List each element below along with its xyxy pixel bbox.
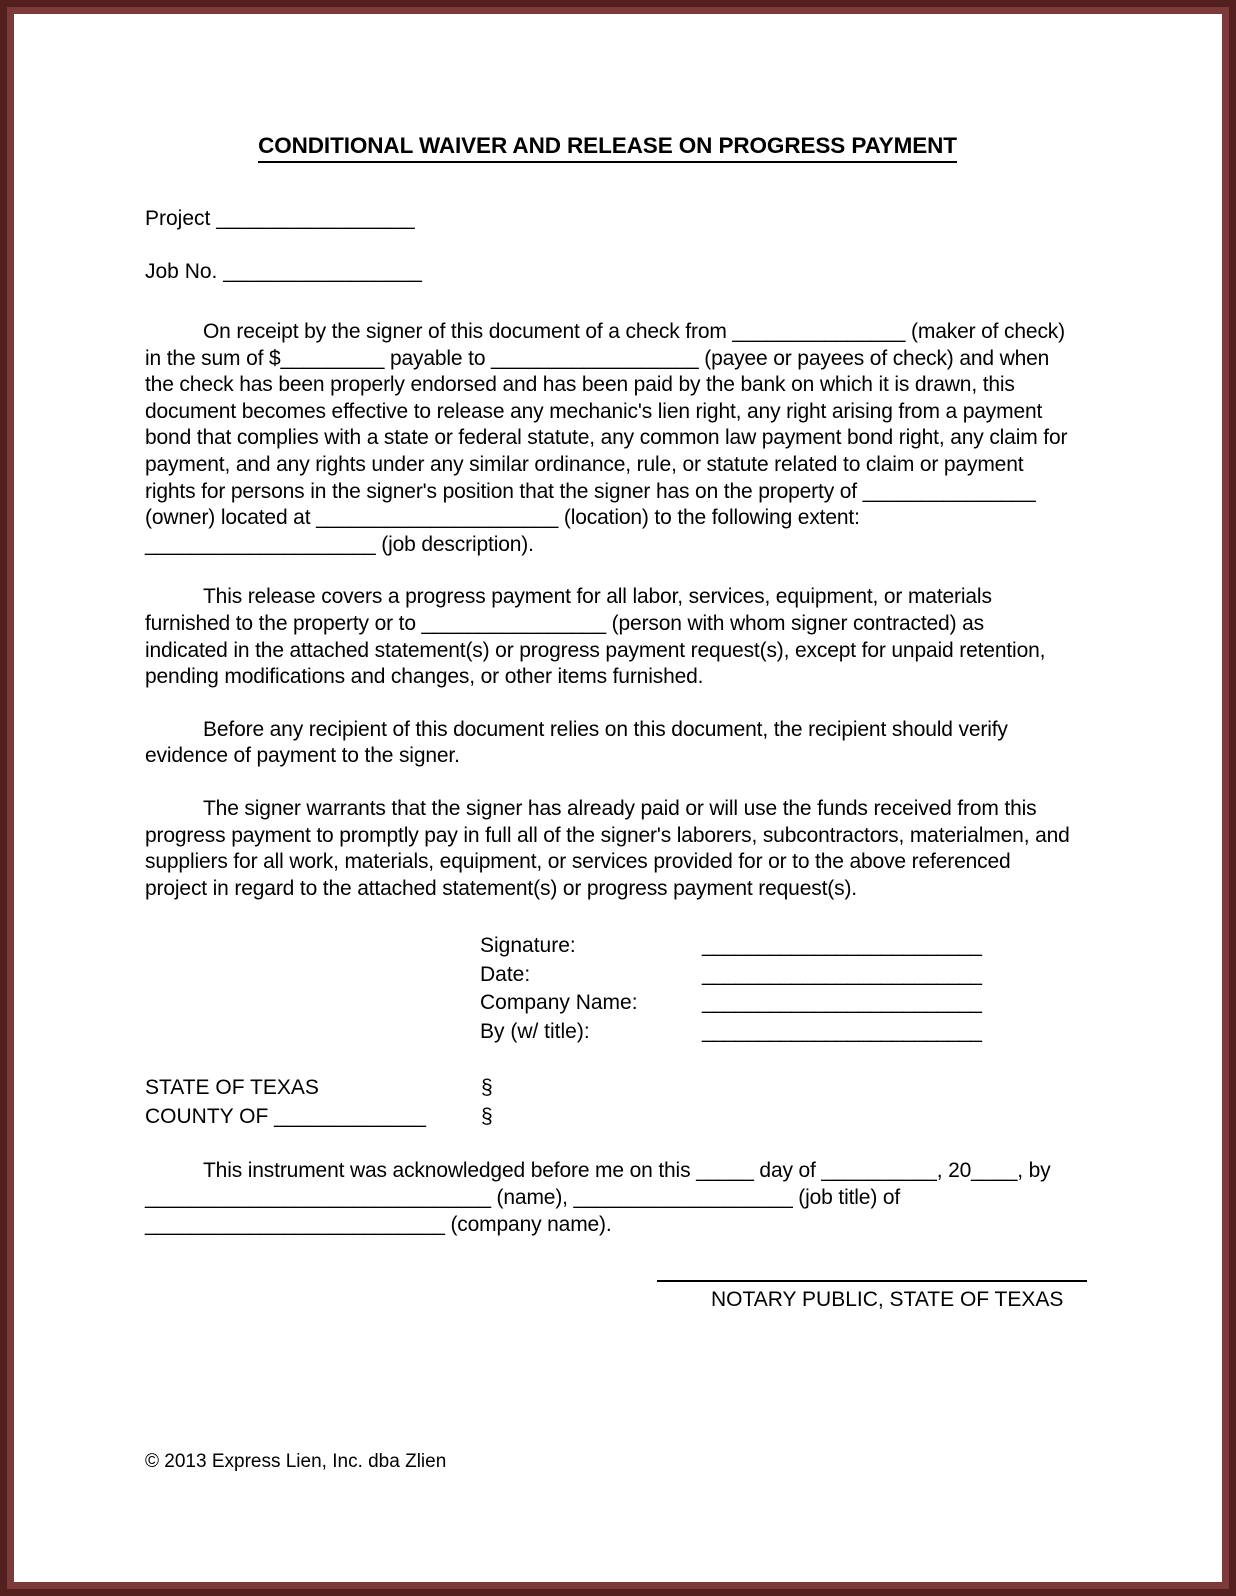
- venue-block: [145, 1073, 1070, 1131]
- spacer-between-fields: [145, 229, 1070, 261]
- by-title-label: By (w/ title):: [480, 1019, 590, 1043]
- signature-row: [480, 932, 1070, 961]
- footer-copyright: © 2013 Express Lien, Inc. dba Zlien: [145, 1451, 447, 1472]
- signature-input-line[interactable]: _________________________: [702, 934, 982, 958]
- document-content: [145, 133, 1070, 1312]
- section-symbol-icon: §: [481, 1105, 493, 1129]
- field-job-no[interactable]: Job No. _________________: [145, 260, 422, 283]
- date-label: Date:: [480, 962, 531, 986]
- date-input-line[interactable]: _________________________: [702, 962, 982, 986]
- by-title-input-line[interactable]: _________________________: [702, 1019, 982, 1043]
- signature-block: [145, 932, 1070, 1046]
- paragraph-signer-warrants: The signer warrants that the signer has already paid or will use the funds received from this progress payment to promptly pay in full all of the signer's laborers, subcontractors, materialmen, and suppliers for all work, materials, equipment, or services provided for or to the above referenced project in regard to the attached statement(s) or progress payment request(s).: [145, 796, 1070, 900]
- acknowledgment-block: [145, 1157, 1070, 1238]
- paragraph-spacer-2: [145, 691, 1070, 717]
- date-row: [480, 961, 1070, 990]
- page-title: [145, 133, 1070, 163]
- signature-label: Signature:: [480, 934, 576, 958]
- acknowledgment-paragraph: This instrument was acknowledged before me on this _____ day of __________, 20____, by ______________________________ (name), ___________________ (job title) of __________________________ (company name).: [145, 1159, 1051, 1237]
- notary-block: [145, 1280, 1070, 1312]
- page-title-text: CONDITIONAL WAIVER AND RELEASE ON PROGRESS PAYMENT: [258, 133, 957, 163]
- paragraph-release-coverage: This release covers a progress payment for all labor, services, equipment, or materials furnished to the property or to ________________ (person with whom signer contracted) as indicated in the attached statement(s) or progress payment request(s), except for unpaid retention, pending modifications and changes, or other items furnished.: [145, 585, 1046, 689]
- state-row: [145, 1073, 1070, 1102]
- spacer-after-title: [145, 163, 1070, 208]
- company-name-input-line[interactable]: _________________________: [702, 991, 982, 1015]
- paragraph-recipient-verify: Before any recipient of this document relies on this document, the recipient should verify evidence of payment to the signer.: [145, 717, 1008, 768]
- county-label[interactable]: COUNTY OF _____________: [145, 1105, 426, 1129]
- state-label: STATE OF TEXAS: [145, 1076, 319, 1100]
- notary-signature-line[interactable]: [657, 1280, 1087, 1282]
- spacer-before-body: [145, 282, 1070, 319]
- paragraph-spacer-3: [145, 770, 1070, 796]
- paragraph-receipt-release: On receipt by the signer of this document of a check from _______________ (maker of check) in the sum of $_________ payable to __________________ (payee or payees of check) and when the check has been properly endorsed and has been paid by the bank on which it is drawn, this document becomes effective to release any mechanic's lien right, any right arising from a payment bond that complies with a state or federal statute, any common law payment bond right, any claim for payment, and any rights under any similar ordinance, rule, or statute related to claim or payment rights for persons in the signer's position that the signer has on the property of _______________ (owner) located at _____________________ (location) to the following extent: ____________________ (job description).: [145, 320, 1068, 556]
- notary-caption: NOTARY PUBLIC, STATE OF TEXAS: [711, 1288, 1064, 1312]
- by-title-row: [480, 1018, 1070, 1047]
- paragraph-spacer-1: [145, 558, 1070, 584]
- field-project[interactable]: Project _________________: [145, 207, 415, 230]
- document-sheet: [14, 14, 1222, 1582]
- section-symbol-icon: §: [481, 1076, 493, 1100]
- company-name-row: [480, 989, 1070, 1018]
- county-row: [145, 1102, 1070, 1131]
- company-name-label: Company Name:: [480, 991, 638, 1015]
